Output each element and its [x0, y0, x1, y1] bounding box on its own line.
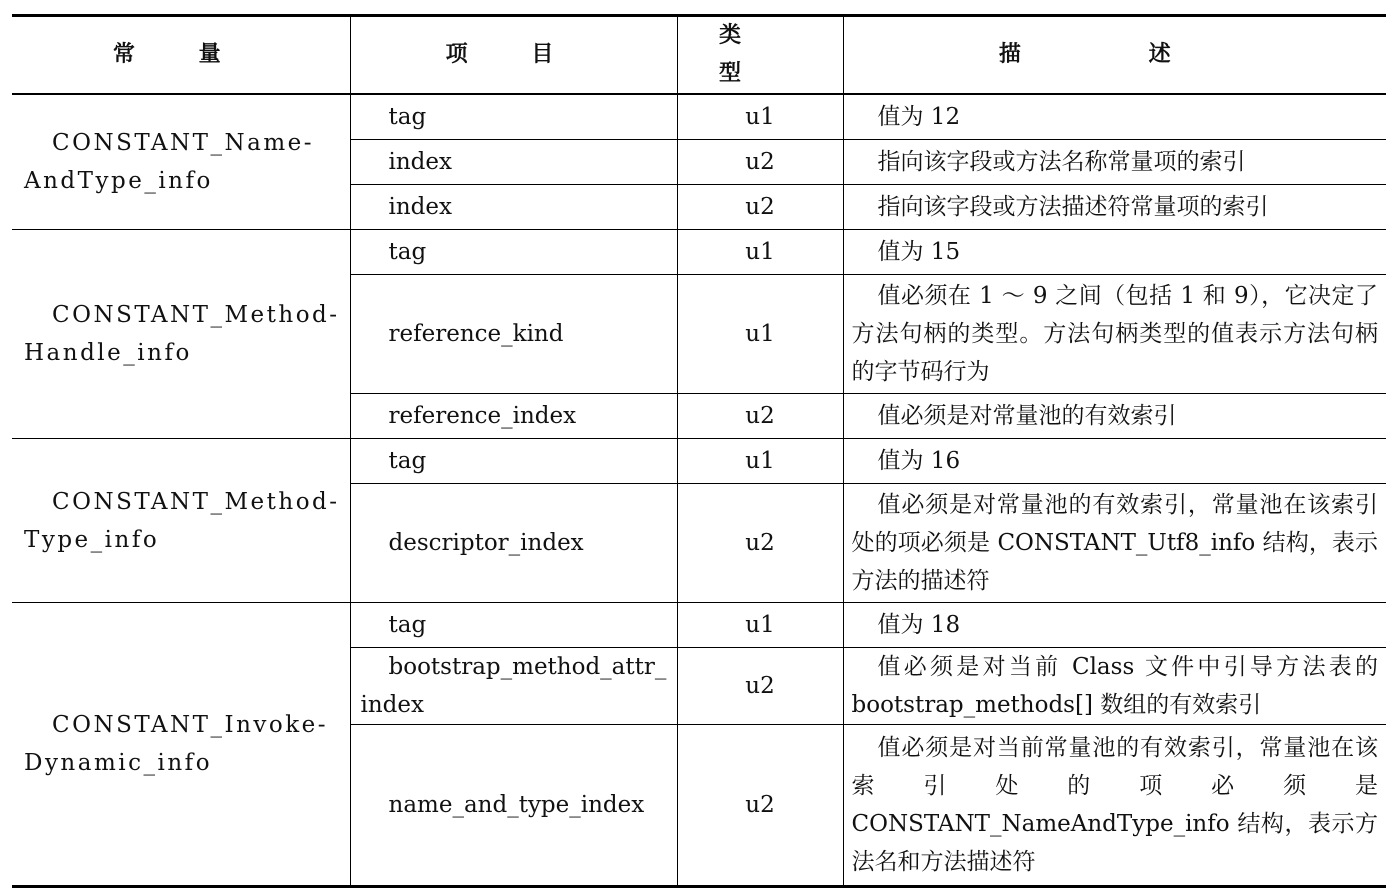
- description-cell: 值必须是对当前 Class 文件中引导方法表的 bootstrap_methods[] 数组的有效索引: [843, 648, 1386, 725]
- header-type: 类 型: [677, 16, 843, 95]
- description-cell: 值必须是对常量池的有效索引: [843, 394, 1386, 439]
- type-cell: u1: [677, 439, 843, 484]
- table-row: [12, 603, 1386, 648]
- constant-name-line2: AndType_info: [24, 168, 213, 194]
- constant-name-cell: [12, 603, 350, 887]
- type-cell: u2: [677, 185, 843, 230]
- description-cell: 值为 18: [843, 603, 1386, 648]
- item-cell: index: [350, 185, 677, 230]
- constant-name-cell: [12, 94, 350, 230]
- item-cell: tag: [350, 230, 677, 275]
- constant-name-cell: [12, 230, 350, 439]
- constant-pool-table: [12, 14, 1386, 888]
- constant-name-line1: CONSTANT_Method-: [52, 302, 340, 328]
- item-cell: tag: [350, 94, 677, 140]
- header-description: 描 述: [843, 16, 1386, 95]
- table-row: [12, 230, 1386, 275]
- item-cell: reference_index: [350, 394, 677, 439]
- description-cell: 值必须在 1 ～ 9 之间（包括 1 和 9），它决定了方法句柄的类型。方法句柄类型的值表示方法句柄的字节码行为: [843, 275, 1386, 394]
- description-cell: 值为 16: [843, 439, 1386, 484]
- constant-name-line1: CONSTANT_Method-: [52, 488, 340, 515]
- constant-name-line2: Handle_info: [24, 340, 192, 366]
- table-row: [12, 94, 1386, 140]
- table-header-row: [12, 16, 1386, 95]
- item-line2: index: [360, 692, 424, 718]
- description-cell: 值为 12: [843, 94, 1386, 140]
- type-cell: u1: [677, 94, 843, 140]
- item-cell: index: [350, 140, 677, 185]
- description-cell: 值必须是对常量池的有效索引，常量池在该索引处的项必须是 CONSTANT_Utf8_info 结构，表示方法的描述符: [843, 484, 1386, 603]
- table-row: [12, 439, 1386, 484]
- description-cell: 指向该字段或方法描述符常量项的索引: [843, 185, 1386, 230]
- type-cell: u2: [677, 394, 843, 439]
- item-cell: tag: [350, 439, 677, 484]
- type-cell: u1: [677, 275, 843, 394]
- item-cell: name_and_type_index: [350, 725, 677, 887]
- constant-name-line1: CONSTANT_Invoke-: [52, 712, 329, 738]
- type-cell: u1: [677, 230, 843, 275]
- type-cell: u2: [677, 725, 843, 887]
- type-cell: u2: [677, 140, 843, 185]
- item-line1: bootstrap_method_attr_: [388, 654, 667, 680]
- header-constant: 常 量: [12, 16, 350, 95]
- constant-name-line1: CONSTANT_Name-: [52, 130, 315, 156]
- item-cell: descriptor_index: [350, 484, 677, 603]
- type-cell: u2: [677, 648, 843, 725]
- type-cell: u2: [677, 484, 843, 603]
- constant-name-line2: Type_info: [24, 526, 160, 553]
- type-cell: u1: [677, 603, 843, 648]
- constant-name-cell: [12, 439, 350, 603]
- header-item: 项 目: [350, 16, 677, 95]
- constant-name-line2: Dynamic_info: [24, 750, 213, 776]
- item-cell: [350, 648, 677, 725]
- item-cell: tag: [350, 603, 677, 648]
- description-cell: 指向该字段或方法名称常量项的索引: [843, 140, 1386, 185]
- description-cell: 值为 15: [843, 230, 1386, 275]
- item-cell: reference_kind: [350, 275, 677, 394]
- description-cell: 值必须是对当前常量池的有效索引，常量池在该索引处的项必须是 CONSTANT_NameAndType_info 结构，表示方法名和方法描述符: [843, 725, 1386, 887]
